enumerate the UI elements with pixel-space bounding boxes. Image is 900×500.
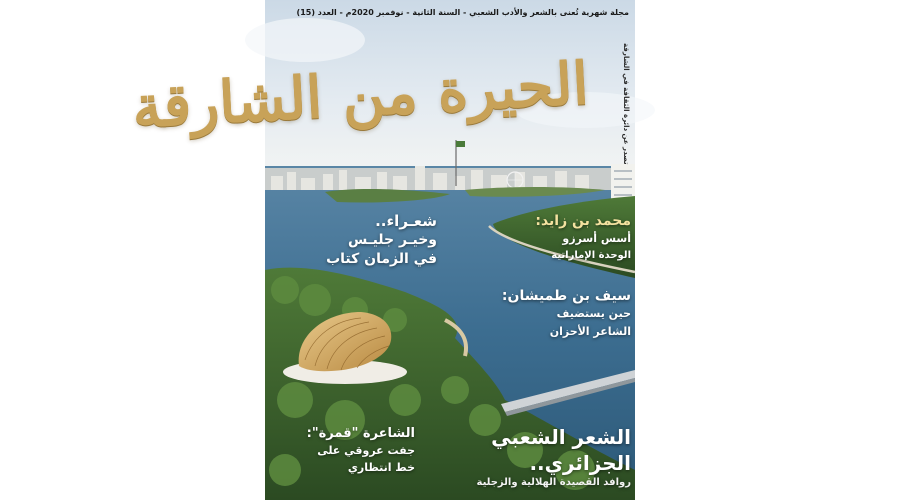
headline-qamra — [275, 425, 415, 476]
headline-algerian-line1: الشعر الشعبي — [491, 425, 631, 449]
headline-qamra-line3: خط انتظاري — [347, 461, 415, 474]
headline-algerian-line2: الجزائري.. — [529, 451, 631, 475]
headline-bin-zayed-line2: أسس أسرزو — [562, 232, 631, 245]
headline-tamishan-line3: الشاعر الأحزان — [549, 325, 631, 338]
headline-poets-line2: وخيـر جليـس — [348, 232, 437, 248]
headline-poets-line1: شعـراء.. — [375, 212, 437, 230]
headline-tamishan — [481, 287, 631, 341]
headline-bin-zayed-line3: الوحدة الإماراتية — [551, 250, 631, 261]
headline-algerian-poetry — [441, 424, 631, 490]
headline-bin-zayed-line1: محمد بن زايد: — [535, 213, 631, 229]
headline-tamishan-line2: حين يستضيف — [556, 307, 631, 320]
headline-qamra-line2: جفت عروقي على — [317, 444, 415, 457]
headline-bin-zayed — [481, 213, 631, 264]
headline-poets-line3: في الزمان كتاب — [326, 251, 437, 267]
headline-poets — [277, 212, 437, 269]
publisher-line: تصدر عن دائرة الثقافة في الشارقة — [622, 43, 630, 165]
headline-tamishan-line1: سيف بن طميشان: — [501, 288, 631, 304]
issue-info-line: مجلة شهرية تُعنى بالشعر والأدب الشعبي - السنة الثانية - نوفمبر 2020م - العدد (15) — [296, 8, 629, 17]
headline-algerian-line3: روافد القصيدة الهلالية والزجلية — [476, 477, 631, 488]
headline-qamra-line1: الشاعرة "قمرة": — [306, 426, 415, 441]
masthead-title: الحيرة من الشارقة — [130, 49, 591, 142]
magazine-cover — [130, 0, 635, 500]
